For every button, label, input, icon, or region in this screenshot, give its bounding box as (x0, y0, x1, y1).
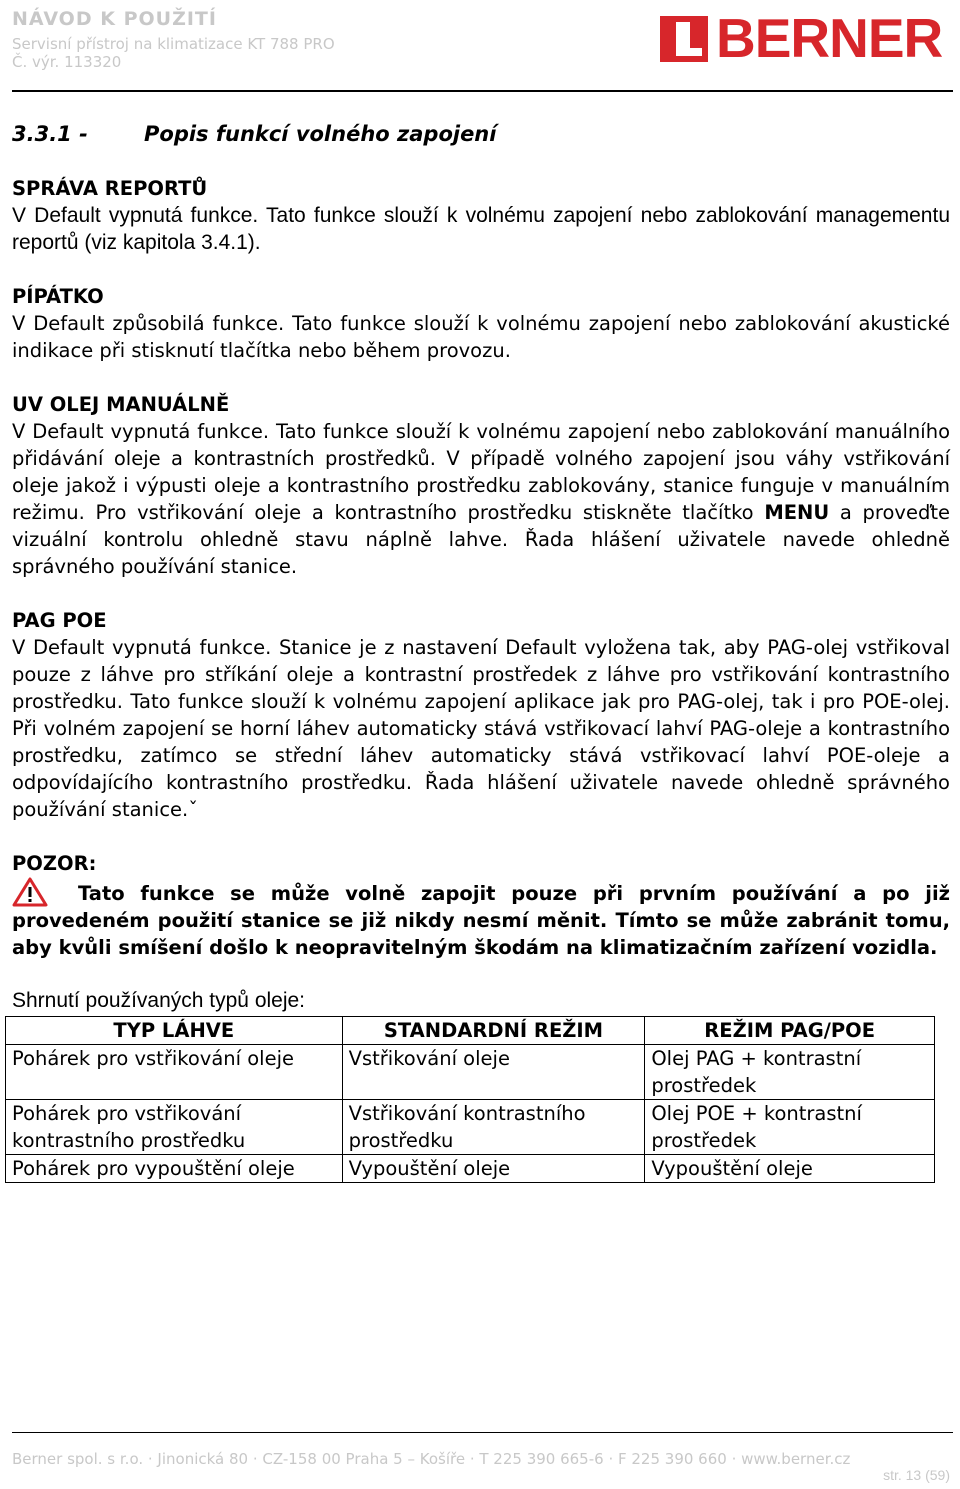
column-header: REŽIM PAG/POE (645, 1017, 935, 1045)
section-number: 3.3.1 - (12, 122, 88, 146)
table-cell: Pohárek pro vypouštění oleje (6, 1155, 343, 1183)
table-row (6, 1045, 935, 1100)
block-pipatko (12, 283, 950, 364)
section-title: Popis funkcí volného zapojení (144, 122, 497, 146)
block-text (12, 202, 950, 256)
block-body-end: a proveďte vizuální kontrolu ohledně stavu náplně lahve. Řada hlášení uživatele navede ohledně správného používání stanice. (12, 501, 950, 578)
block-body: Tato funkce slouží k volnému zapojení nebo zablokování managementu reportů (viz kapitola 3.4.1). (12, 204, 950, 254)
logo-wordmark: BERNER (716, 7, 943, 69)
block-sprava-reportu (12, 175, 950, 256)
column-header: STANDARDNÍ REŽIM (342, 1017, 645, 1045)
table-cell: Vstřikování kontrastního prostředku (342, 1100, 645, 1155)
column-header: TYP LÁHVE (6, 1017, 343, 1045)
document-title: NÁVOD K POUŽITÍ (12, 8, 217, 30)
table-cell: Pohárek pro vstřikování kontrastního prostředku (6, 1100, 343, 1155)
default-state: V Default vypnutá funkce. (12, 204, 259, 227)
table-cell: Vstřikování oleje (342, 1045, 645, 1100)
oil-types-table (5, 1016, 935, 1183)
default-state: V Default vypnutá funkce. (12, 420, 270, 443)
table-cell: Olej PAG + kontrastní prostředek (645, 1045, 935, 1100)
warning-triangle-icon (12, 877, 48, 907)
block-uv-olej (12, 391, 950, 580)
table-cell: Pohárek pro vstřikování oleje (6, 1045, 343, 1100)
footer-divider (12, 1432, 953, 1433)
block-pag-poe (12, 607, 950, 823)
table-cell: Olej POE + kontrastní prostředek (645, 1100, 935, 1155)
warning-body: Tato funkce se může volně zapojit pouze při prvním používání a po již provedeném použití stanice se již nikdy nesmí měnit. Tímto se může zabránit tomu, aby kvůli smíšení došlo k neopravitelným škodám na klimatizačním zařízení vozidla. (12, 882, 950, 959)
block-title: PAG POE (12, 609, 107, 632)
block-title: UV OLEJ MANUÁLNĚ (12, 393, 230, 416)
block-body: Tato funkce slouží k volnému zapojení nebo zablokování manuálního přidávání oleje a kontrastních prostředků. V případě volného zapojení jsou váhy vstřikování oleje jakož i výpusti oleje a kontrastního prostředku zablokovány, stanice funguje v manuálním režimu. Pro vstřikování oleje a kontrastního prostředku stiskněte tlačítko (12, 420, 951, 524)
table-row (6, 1155, 935, 1183)
block-text (12, 418, 950, 580)
default-state: V Default způsobilá funkce. (12, 312, 285, 335)
page-header (0, 0, 960, 96)
block-body: Tato funkce slouží k volnému zapojení nebo zablokování akustické indikace při stisknutí tlačítka nebo během provozu. (12, 312, 951, 362)
block-body: Stanice je z nastavení Default vyložena tak, aby PAG-olej vstřikoval pouze z láhve pro stříkání oleje a kontrastní prostředek z láhve pro vstřikování kontrastního prostředku. Tato funkce slouží k volnému zapojení aplikace jak pro PAG-olej, tak i pro POE-olej. Při volném zapojení se horní láhev automaticky stává vstřikovací lahví PAG-oleje a kontrastního prostředku, zatímco se střední láhev automaticky stává vstřikovací lahví POE-oleje a odpovídajícího kontrastního prostředku. Řada hlášení uživatele navede ohledně správného používání stanice.ˇ (12, 636, 951, 821)
document-subtitle: Servisní přístroj na klimatizace KT 788 PRO (12, 35, 335, 53)
berner-logo-icon (660, 16, 708, 62)
block-title: PÍPÁTKO (12, 285, 104, 308)
table-cell: Vypouštění oleje (342, 1155, 645, 1183)
default-state: V Default vypnutá funkce. (12, 636, 272, 659)
warning-block (12, 850, 950, 961)
document-number: Č. výr. 113320 (12, 53, 122, 71)
warning-title: POZOR: (12, 852, 97, 875)
block-text (12, 310, 950, 364)
berner-logo (660, 7, 955, 69)
summary-block (12, 988, 950, 1183)
block-text (12, 634, 950, 823)
header-divider (12, 90, 953, 92)
footer-contact: Berner spol. s r.o. · Jinonická 80 · CZ-158 00 Praha 5 – Košíře · T 225 390 665-6 · F 225 390 660 · www.berner.cz (12, 1450, 851, 1468)
warning-text (12, 877, 950, 961)
block-title: SPRÁVA REPORTŮ (12, 177, 208, 200)
section-heading (12, 120, 950, 148)
table-cell: Vypouštění oleje (645, 1155, 935, 1183)
page-number: str. 13 (59) (883, 1467, 950, 1483)
menu-keyword: MENU (764, 501, 830, 524)
table-row (6, 1100, 935, 1155)
table-header-row (6, 1017, 935, 1045)
page-content (12, 120, 950, 1183)
summary-label: Shrnutí používaných typů oleje: (12, 989, 306, 1012)
